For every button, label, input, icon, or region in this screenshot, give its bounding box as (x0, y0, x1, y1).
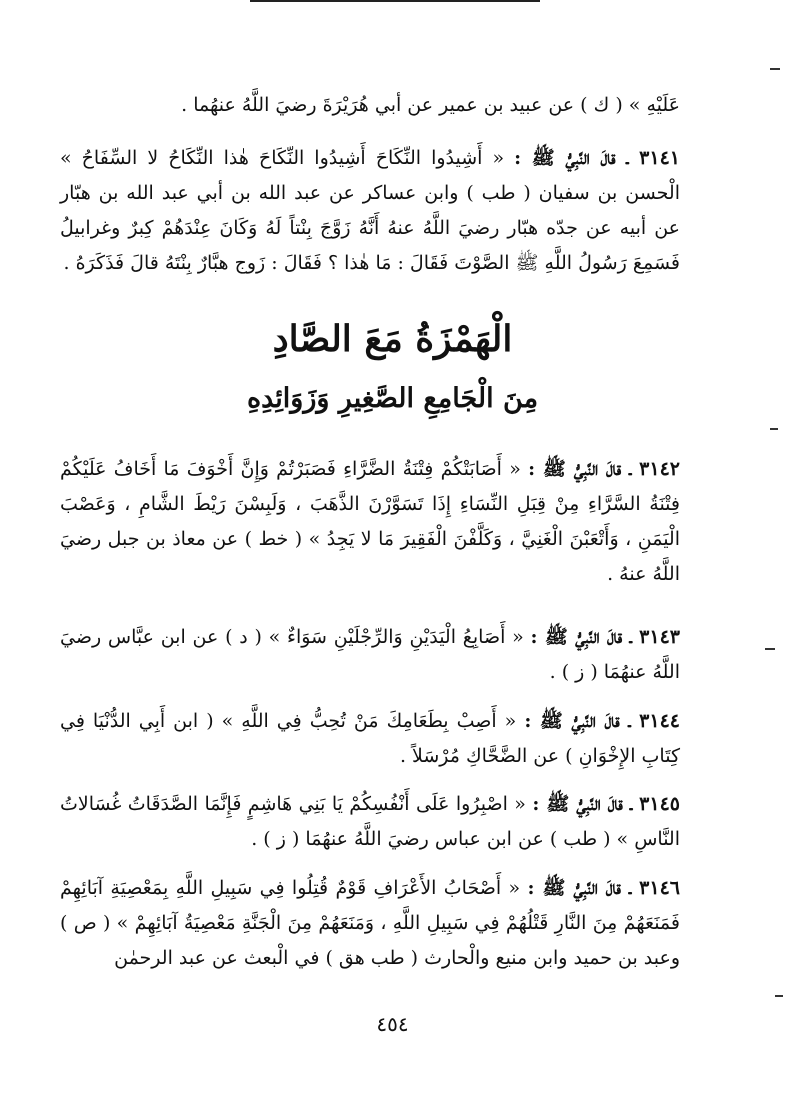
hadith-number: ٣١٤٦ ـ قالَ النَّبِيُّ ﷺ : (527, 877, 680, 899)
hadith-3143 (60, 620, 680, 690)
hadith-number: ٣١٤٤ ـ قالَ النَّبِيُّ ﷺ : (524, 710, 680, 732)
hadith-text: عَلَيْهِ » ( ك ) عن عبيد بن عمير عن أبي هُرَيْرَةَ رضيَ اللَّهُ عنهُما . (181, 94, 680, 116)
hadith-3144 (60, 704, 680, 774)
page-number: ٤٥٤ (376, 1012, 409, 1036)
hadith-text: « أَصِبْ بِطَعَامِكَ مَنْ تُحِبُّ فِي اللَّهِ » ( ابن أَبِي الدُّنْيَا فِي كِتَابِ الإِخْوَانِ ) عن الضَّحَّاكِ مُرْسَلاً . (60, 710, 680, 767)
scan-mark (770, 68, 780, 70)
scan-mark (765, 648, 775, 650)
hadith-3141 (60, 141, 680, 281)
scan-mark (770, 428, 778, 430)
top-rule (250, 0, 540, 2)
hadith-text: « أَصَابَتْكُمْ فِتْنَةُ الضَّرَّاءِ فَصَبَرْتُمْ وَإِنَّ أَخْوَفَ مَا أَخَافُ عَلَيْكُمْ فِتْنَةُ السَّرَّاءِ مِنْ قِبَلِ النِّسَاءِ إِذَا تَسَوَّرْنَ الذَّهَبَ ، وَلَبِسْنَ رَيْطَ الشَّامِ ، وَعَصْبَ الْيَمَنِ ، وَأَتْعَبْنَ الْغَنِيَّ ، وَكَلَّفْنَ الْفَقِيرَ مَا لا يَجِدُ » ( خط ) عن معاذ بن جبل رضيَ اللَّهُ عنهُ . (60, 458, 680, 585)
hadith-text: « أَصَابِعُ الْيَدَيْنِ وَالرِّجْلَيْنِ سَوَاءٌ » ( د ) عن ابن عبَّاس رضيَ اللَّهُ عنهُمَا ( ز ) . (60, 626, 680, 683)
scan-mark (775, 995, 783, 997)
hadith-text: « أَشِيدُوا النِّكَاحَ أَشِيدُوا النِّكَاحَ هٰذا النِّكَاحُ لا السِّفَاحُ » الْحسن بن سفيان ( طب ) وابن عساكر عن عبد الله بن أبي عبد الله بن هبّار عن أبيه عن جدّه هبّار رضيَ اللَّهُ عنهُ أَنَّهُ زَوَّجَ بِنْتاً لَهُ وَكَانَ عِنْدَهُمْ كِبرٌ وغرابيلُ فَسَمِعَ رَسُولُ اللَّهِ ﷺ الصَّوْتَ فَقَالَ : مَا هٰذا ؟ فَقَالَ : زَوج هبَّارٌ بِنْتَهُ قالَ فَذَكَرَهُ . (60, 147, 680, 274)
hadith-number: ٣١٤٥ ـ قالَ النَّبِيُّ ﷺ : (532, 793, 680, 815)
hadith-3142 (60, 452, 680, 592)
hadith-number: ٣١٤١ ـ قالَ النَّبِيُّ ﷺ : (514, 147, 680, 169)
hadith-text: « اصْبِرُوا عَلَى أَنْفُسِكُمْ يَا بَنِي هَاشِمٍ فَإِنَّمَا الصَّدَقَاتُ غُسَالاتُ النَّاسِ » ( طب ) عن ابن عباس رضيَ اللَّهُ عنهُمَا ( ز ) . (60, 793, 680, 850)
continued-paragraph (60, 88, 680, 123)
hadith-3146 (60, 871, 680, 976)
section-heading: الْهَمْزَةُ مَعَ الصَّادِ (272, 318, 513, 360)
hadith-number: ٣١٤٢ ـ قالَ النَّبِيُّ ﷺ : (528, 458, 680, 480)
hadith-number: ٣١٤٣ ـ قالَ النَّبِيُّ ﷺ : (530, 626, 680, 648)
hadith-3145 (60, 787, 680, 857)
hadith-text: « أَصْحَابُ الأَعْرَافِ قَوْمٌ قُتِلُوا فِي سَبِيلِ اللَّهِ بِمَعْصِيَةِ آبَائِهِمْ فَمَنَعَهُمْ مِنَ النَّارِ قَتْلُهُمْ فِي سَبِيلِ اللَّهِ ، وَمَنَعَهُمْ مِنَ الْجَنَّةِ مَعْصِيَةُ آبَائِهِمْ » ( ص ) وعبد بن حمید وابن منیع والْحارث ( طب هق ) في الْبعث عن عبد الرحمٰن (60, 877, 680, 969)
section-subheading: مِنَ الْجَامِعِ الصَّغِيرِ وَزَوَائِدِهِ (246, 383, 539, 414)
